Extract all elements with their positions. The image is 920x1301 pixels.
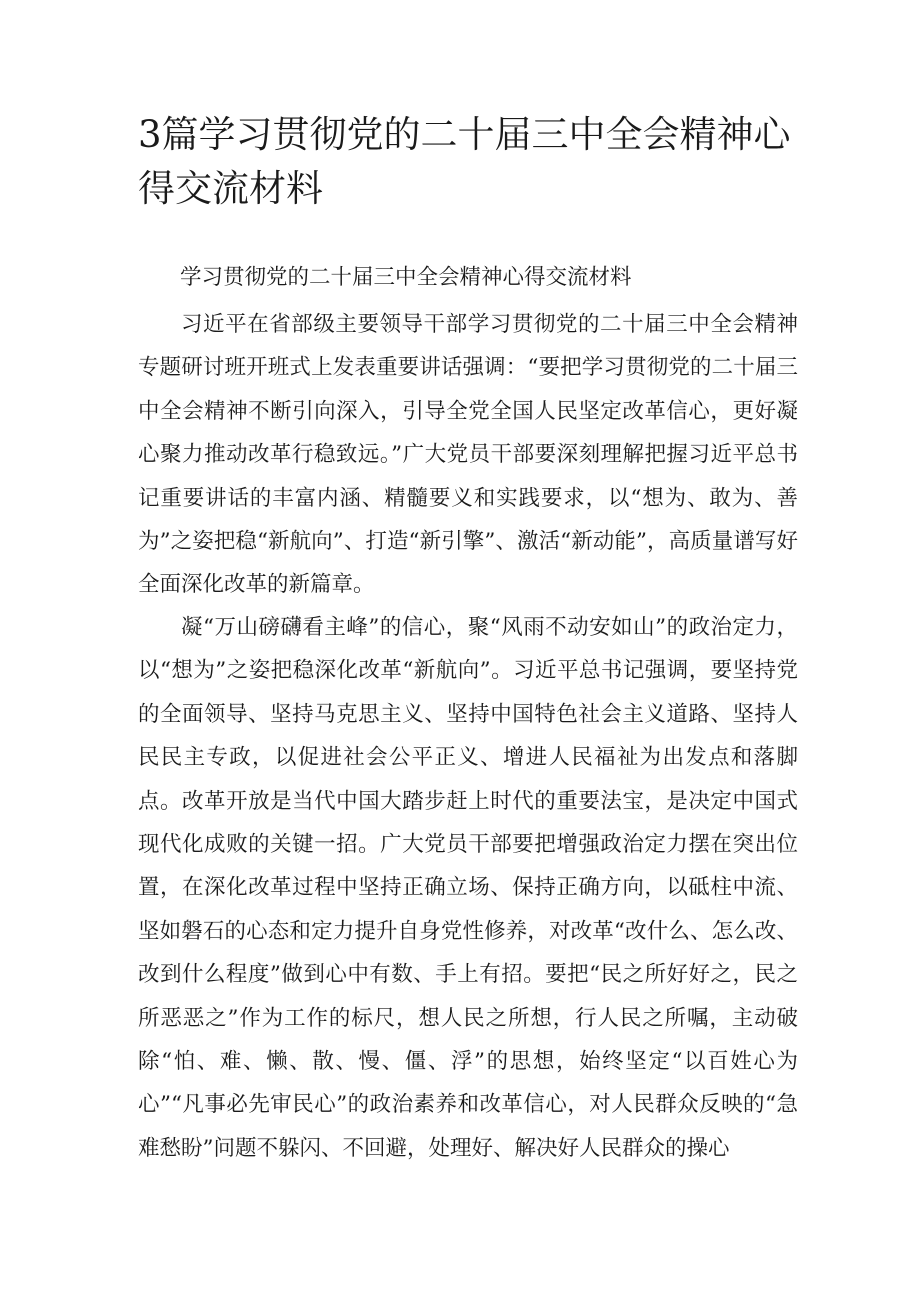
body-paragraph-2: 凝“万山磅礴看主峰”的信心，聚“风雨不动安如山”的政治定力，以“想为”之姿把稳深化改革“新航向”。习近平总书记强调，要坚持党的全面领导、坚持马克思主义、坚持中国特色社会主义道路、坚持人民民主专政，以促进社会公平正义、增进人民福祉为出发点和落脚点。改革开放是当代中国大踏步赶上时代的重要法宝，是决定中国式现代化成败的关键一招。广大党员干部要把增强政治定力摆在突出位置，在深化改革过程中坚持正确立场、保持正确方向，以砥柱中流、坚如磐石的心态和定力提升自身党性修养，对改革“改什么、怎么改、改到什么程度”做到心中有数、手上有招。要把“民之所好好之，民之所恶恶之”作为工作的标尺，想人民之所想，行人民之所嘱，主动破除“怕、难、懒、散、慢、僵、浮”的思想，始终坚定“以百姓心为心”“凡事必先审民心”的政治素养和改革信心，对人民群众反映的“急难愁盼”问题不躲闪、不回避，处理好、解决好人民群众的操心 — [138, 615, 799, 1161]
body-paragraph-1: 习近平在省部级主要领导干部学习贯彻党的二十届三中全会精神专题研讨班开班式上发表重要讲话强调：“要把学习贯彻党的二十届三中全会精神不断引向深入，引导全党全国人民坚定改革信心，更好凝心聚力推动改革行稳致远。”广大党员干部要深刻理解把握习近平总书记重要讲话的丰富内涵、精髓要义和实践要求，以“想为、敢为、善为”之姿把稳“新航向”、打造“新引擎”、激活“新动能”，高质量谱写好全面深化改革的新篇章。 — [138, 312, 798, 598]
document-title: 3篇学习贯彻党的二十届三中全会精神心得交流材料 — [138, 113, 791, 210]
section-heading: 学习贯彻党的二十届三中全会精神心得交流材料 — [180, 265, 632, 290]
